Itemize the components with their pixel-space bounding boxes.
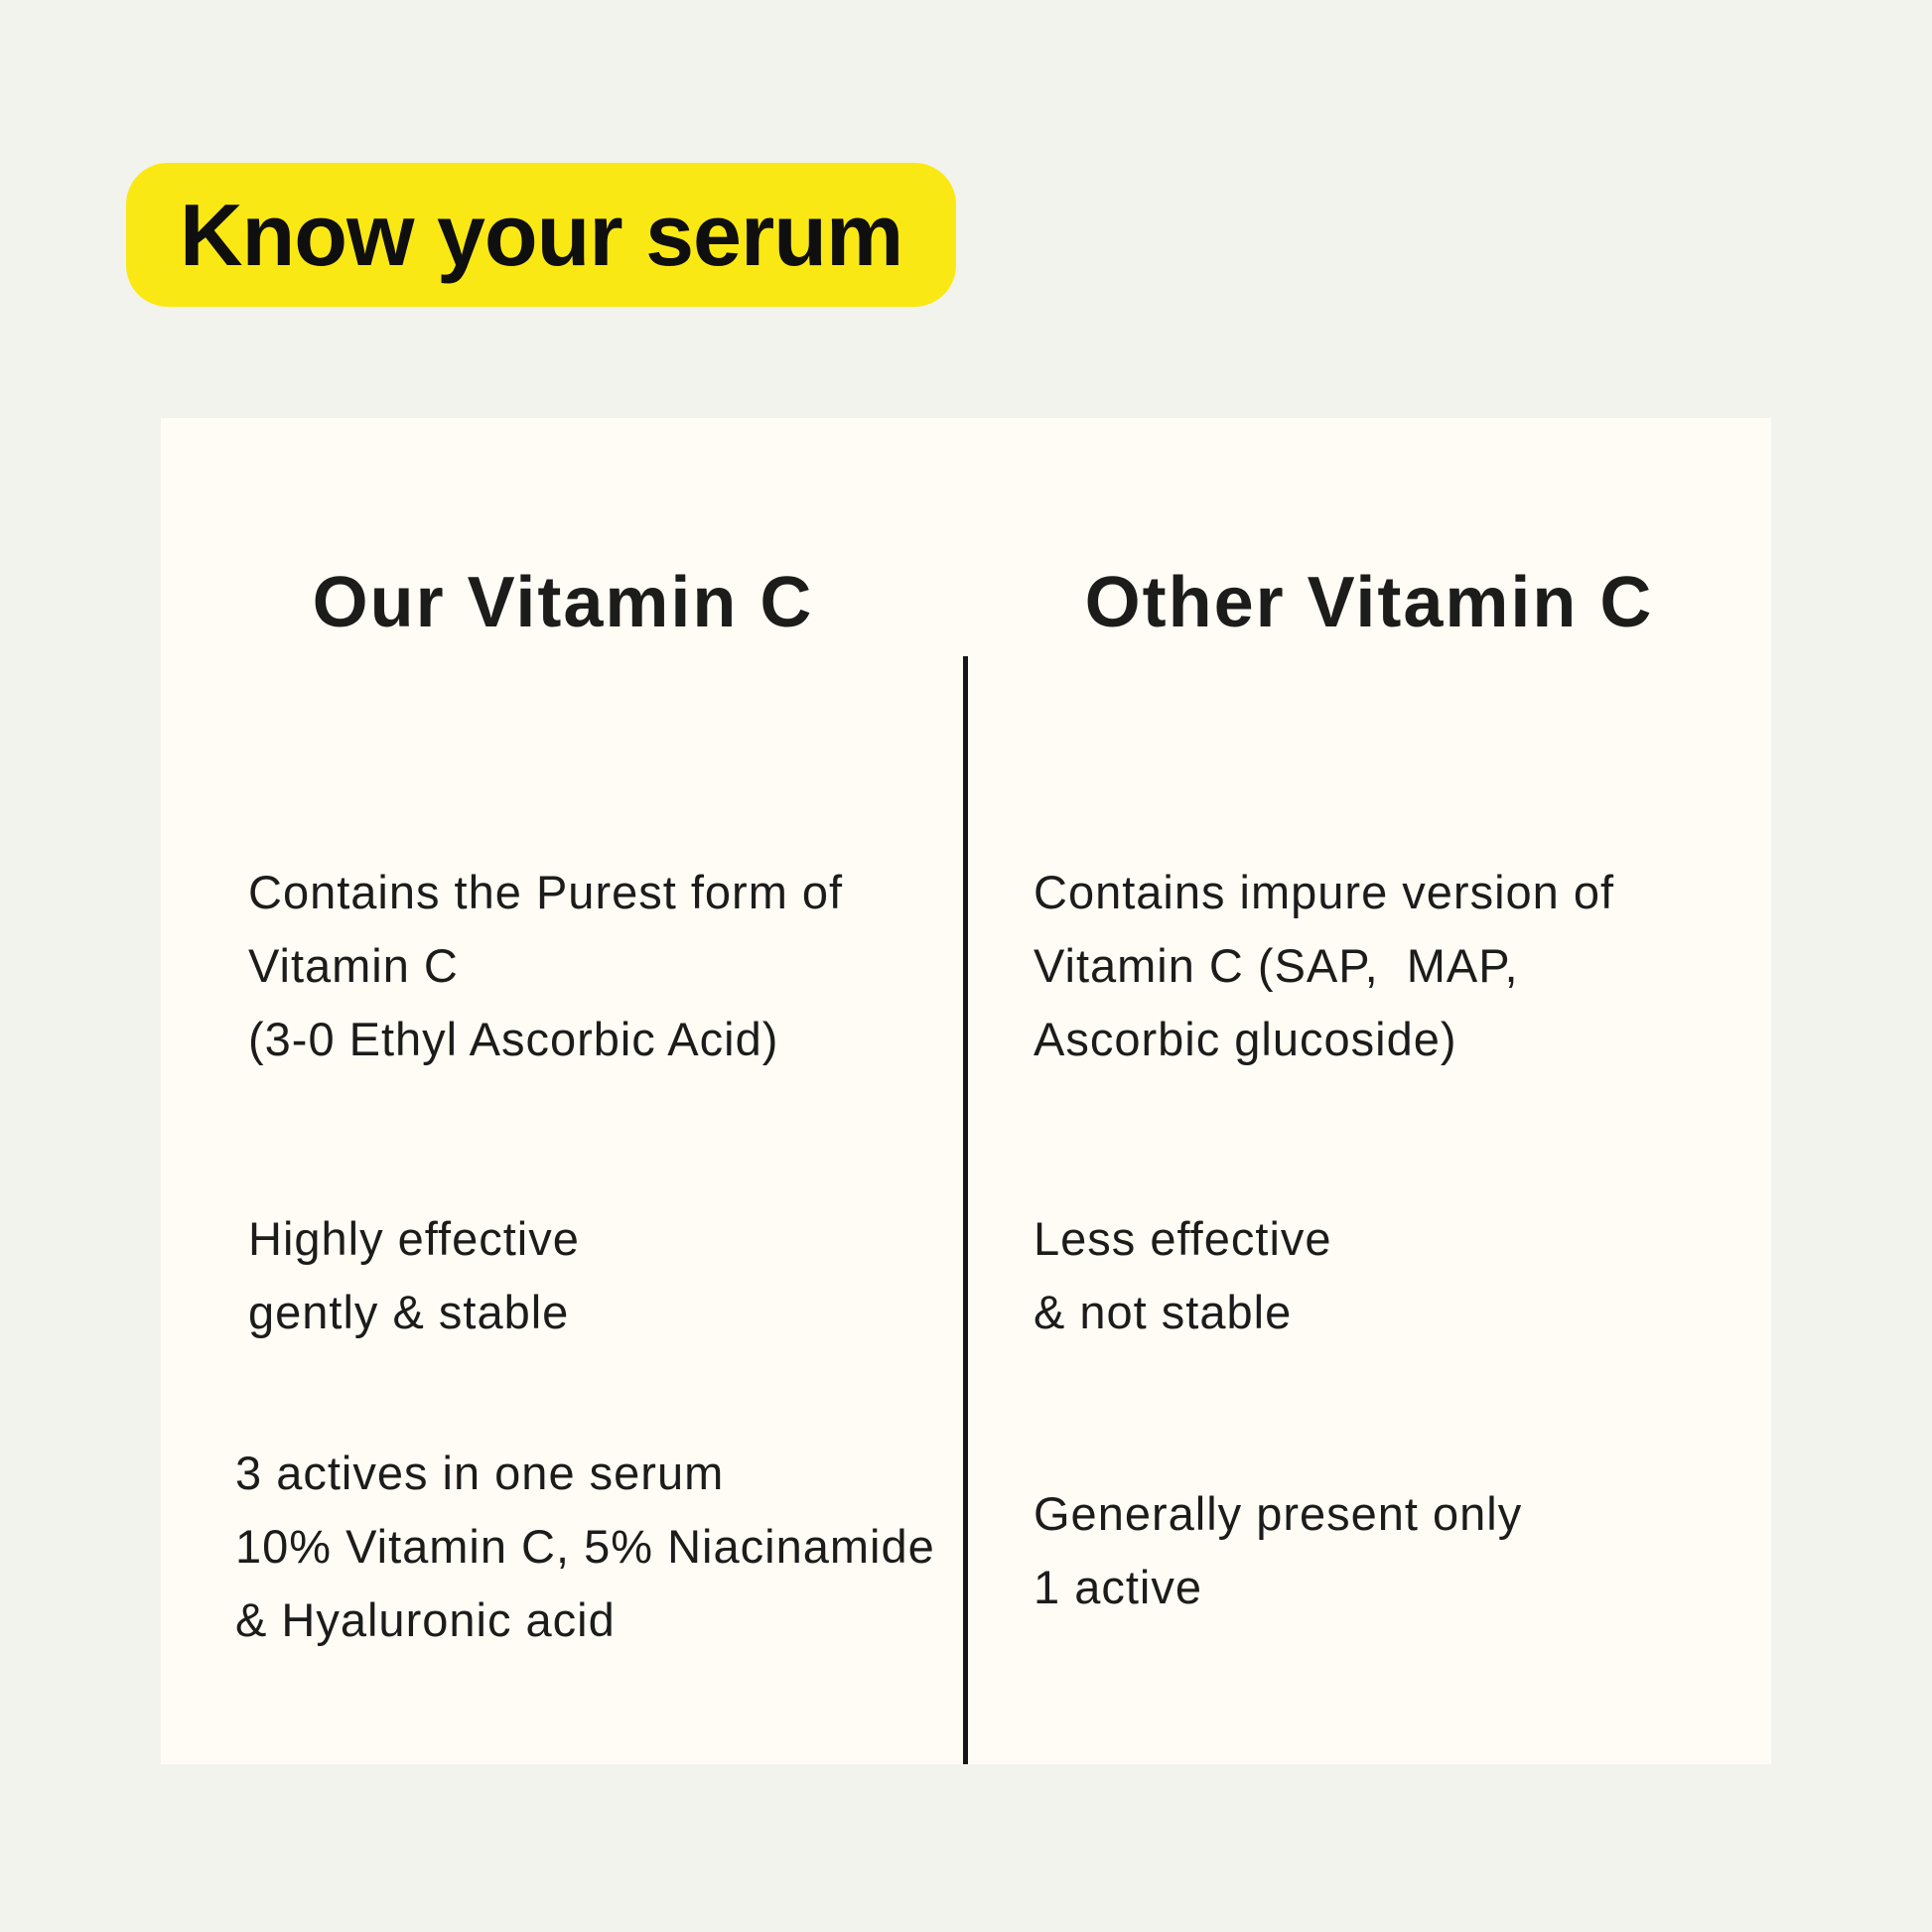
text-line: Contains the Purest form of (248, 866, 844, 918)
text-line: & Hyaluronic acid (235, 1593, 616, 1646)
title-highlight-badge (126, 163, 956, 307)
comparison-card (161, 418, 1771, 1764)
text-line: gently & stable (248, 1286, 570, 1338)
text-line: Generally present only (1034, 1487, 1523, 1540)
our-vitamin-c-row-actives (235, 1437, 935, 1657)
other-vitamin-c-row-effective (1034, 1202, 1332, 1349)
our-vitamin-c-row-purest-form (248, 856, 843, 1076)
text-line: (3-0 Ethyl Ascorbic Acid) (248, 1013, 779, 1065)
column-header-other-vitamin-c: Other Vitamin C (1084, 563, 1654, 642)
text-line: 10% Vitamin C, 5% Niacinamide (235, 1520, 935, 1573)
other-vitamin-c-row-actives (1034, 1477, 1522, 1624)
text-line: & not stable (1034, 1286, 1293, 1338)
text-line: Vitamin C (248, 939, 459, 992)
text-line: 1 active (1034, 1561, 1202, 1613)
text-line: Highly effective (248, 1212, 580, 1265)
column-divider (963, 656, 968, 1764)
text-line: Ascorbic glucoside) (1034, 1013, 1457, 1065)
text-line: Less effective (1034, 1212, 1332, 1265)
column-header-our-vitamin-c: Our Vitamin C (312, 563, 814, 642)
other-vitamin-c-row-impure-version (1034, 856, 1614, 1076)
text-line: 3 actives in one serum (235, 1447, 725, 1499)
our-vitamin-c-row-effective (248, 1202, 580, 1349)
text-line: Vitamin C (SAP, MAP, (1034, 939, 1519, 992)
page-title: Know your serum (180, 185, 903, 284)
text-line: Contains impure version of (1034, 866, 1615, 918)
